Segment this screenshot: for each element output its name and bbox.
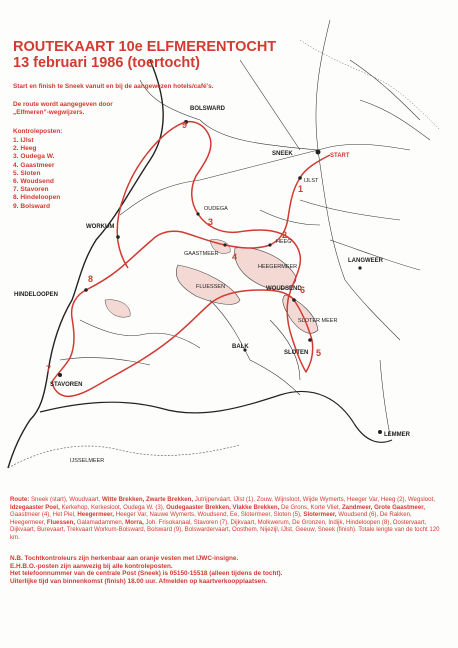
balk-label: BALK — [232, 344, 249, 350]
route-segment: Idzegaaster Poel, — [10, 503, 60, 511]
town-markers — [58, 120, 382, 434]
note-line: Het telefoonnummer van de centrale Post (Sneek) is 05150-15518 (alleen tijdens de tocht). — [10, 570, 283, 578]
ijlst-marker — [298, 176, 302, 180]
checkpoint-7-number: 7 — [46, 364, 52, 374]
route-segments — [10, 496, 440, 541]
checkpoint-6-number: 6 — [300, 285, 306, 295]
checkpoint-item: 4. Gaastmeer — [13, 161, 55, 169]
lemmer-label: LEMMER — [384, 432, 410, 438]
route-segment: Kerkehop, Kerkesloot, Oudega W. (3), — [59, 503, 167, 511]
sloten-label: SLOTEN — [284, 350, 309, 356]
sneek-marker — [316, 150, 321, 155]
start-finish-note: Start en finish te Sneek vanuit en bij de aangewezen hotels/café's. — [13, 83, 214, 90]
checkpoint-5-number: 5 — [316, 348, 322, 358]
morra-lake — [105, 300, 130, 318]
route-segment: Fluessen, — [46, 518, 76, 526]
checkpoint-item: 8. Hindeloopen — [13, 194, 61, 202]
ijsselmeer-label: IJSSELMEER — [70, 458, 105, 464]
workum-label: WORKUM — [86, 224, 115, 230]
checkpoint-item: 6. Woudsend — [13, 178, 54, 186]
route-segment: De Grons, Korte Vliet, — [279, 503, 342, 511]
note-line: N.B. Tochtkontroleurs zijn herkenbaar aan oranje vesten met IJWC-insigne. — [10, 555, 239, 562]
checkpoint-item: 3. Oudega W. — [13, 153, 55, 161]
workum-marker — [116, 235, 120, 239]
route-segment: Oudegaaster Brekken, Vlakke Brekken, — [166, 503, 280, 511]
checkpoint-item: 9. Bolsward — [13, 202, 51, 210]
route-segment: Woudsend (6), De Rakken, Heegermeer, — [10, 511, 412, 526]
oudega-label: OUDEGA — [204, 206, 228, 212]
note-line: E.H.B.O.-posten zijn aanwezig bij alle kontroleposten. — [10, 562, 173, 570]
map-subtitle: 13 februari 1986 (toertocht) — [13, 55, 200, 71]
checkpoint-8-number: 8 — [88, 274, 94, 284]
checkpoints-list — [13, 137, 60, 211]
lemmer-marker — [378, 430, 382, 434]
gaastmeer-marker — [223, 243, 226, 246]
bolsward-label: BOLSWARD — [190, 106, 225, 112]
start-label: START — [330, 153, 350, 159]
notes-block — [10, 555, 448, 585]
oudega-marker — [196, 212, 199, 215]
stavoren-marker — [58, 373, 62, 377]
checkpoint-item: 7. Stavoren — [13, 186, 49, 194]
boundary-line — [300, 40, 440, 130]
route-segment: Gaastmeer (4), Het Piel, — [10, 511, 78, 519]
checkpoint-item: 1. IJlst — [13, 137, 34, 144]
woudsend-marker — [292, 298, 296, 302]
map-title: ROUTEKAART 10e ELFMERENTOCHT — [13, 39, 277, 55]
route-label: Route: — [10, 496, 30, 503]
checkpoint-9-number: 9 — [182, 120, 188, 130]
gaastmeer-label: GAASTMEER — [184, 251, 219, 257]
langweer-label: LANGWEER — [348, 258, 383, 264]
hindeloopen-label: HINDELOOPEN — [14, 292, 59, 298]
checkpoint-item: 2. Heeg — [13, 145, 37, 153]
southern-shore — [40, 391, 392, 442]
route-segment: Zandmeer, Grote Gaastmeer, — [341, 503, 425, 511]
langweer-marker — [358, 266, 361, 269]
checkpoints-heading: Kontroleposten: — [13, 128, 63, 135]
route-segment: Morra, — [125, 518, 144, 526]
fluessen-label: FLUESSEN — [196, 284, 226, 290]
checkpoint-1-number: 1 — [298, 184, 304, 194]
coastline — [8, 60, 163, 468]
heegermeer-label: HEEGERMEER — [258, 264, 298, 270]
route-segment: Joh. Frisokanaal, Stavoren (7), Dijkvaart, Molkwerum, De Gronzen, Indijk, Hindeloopen (8), Oostervaart, Dijkvaart, Burevaart, Trekvaart Workum-Bolsward, Bolsward (9), Bolswardervaart, Oosthem, Nijezijl, IJlst, Geeuw, Sneek (finish). Totale lengte van de tocht 120 km. — [10, 518, 440, 541]
route-description — [10, 496, 448, 542]
route-segment: Heegermeer, — [77, 511, 114, 519]
route-segment: Slotermeer, — [303, 511, 337, 519]
sneek-label: SNEEK — [272, 151, 293, 157]
note-line: Uiterlijke tijd van binnenkomst (finish) 18.00 uur. Afmelden op kaartverkoopplaatsen. — [10, 577, 267, 585]
checkpoint-3-number: 3 — [208, 217, 214, 227]
route-segment: Witte Brekken, Zwarte Brekken, — [102, 496, 194, 503]
heeg-label: HEEG — [276, 239, 292, 245]
ijlst-label: IJLST — [304, 178, 319, 184]
stavoren-label: STAVOREN — [50, 382, 83, 388]
checkpoint-4-number: 4 — [232, 252, 238, 262]
heeg-marker — [268, 243, 271, 246]
checkpoint-2-number: 2 — [282, 230, 288, 240]
route-sign-note: De route wordt aangegeven door „Elfmeren”-wegwijzers. — [13, 101, 113, 116]
route-segment: Galamadammen, — [75, 518, 126, 526]
route-segment: Sneek (start), Woudvaart, — [29, 496, 102, 503]
dike-line — [8, 445, 240, 468]
hindeloopen-marker — [84, 288, 88, 292]
slotermeer-label: SLOTER MEER — [298, 318, 338, 324]
route-segment: Jutrijperváart, IJlst (1), Zouw, Wijnsloot, Wijde Wymerts, Heeger Var, Heeg (2), Wegsloot, — [193, 496, 435, 503]
sloten-marker — [308, 338, 312, 342]
checkpoint-item: 5. Sloten — [13, 169, 41, 177]
route-segment: Heeger Var, Nauwe Wymerts, Woudsend, Ee, Slotermeer, Sloten (5), — [114, 511, 304, 519]
woudsend-label: WOUDSEND — [266, 286, 302, 292]
